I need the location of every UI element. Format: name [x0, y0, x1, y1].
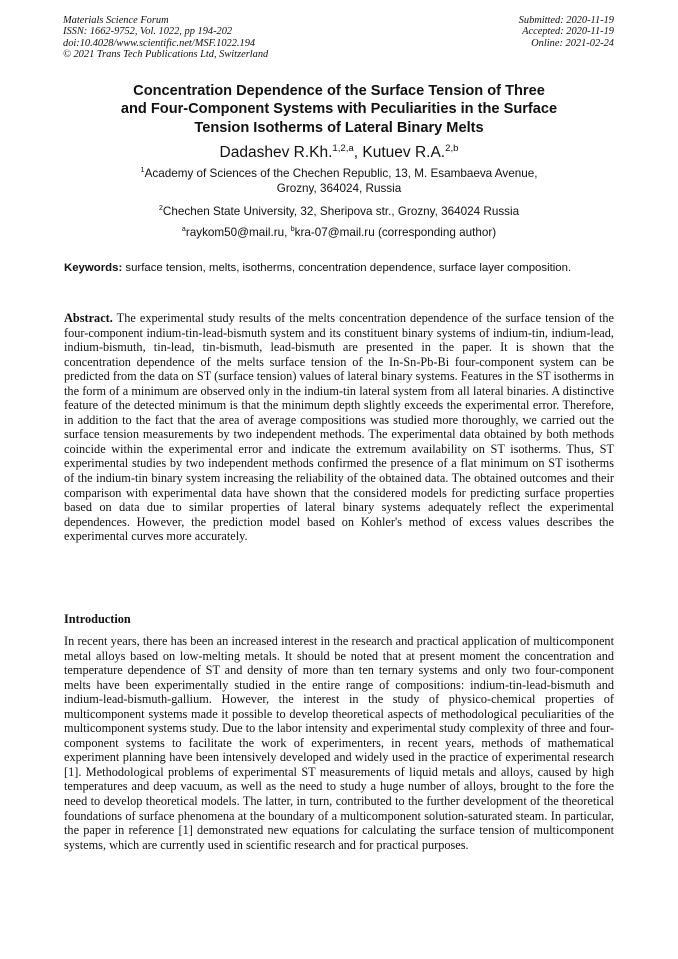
publication-dates — [519, 15, 614, 49]
email-marker: a — [181, 224, 186, 234]
title-line: and Four-Component Systems with Peculiarities in the Surface — [120, 101, 558, 118]
journal-issn: ISSN: 1662-9752, Vol. 1022, pp 194-202 — [63, 26, 233, 38]
email-link[interactable]: raykom50@mail.ru, — [185, 226, 291, 239]
introduction-heading: Introduction — [64, 612, 131, 626]
journal-name: Materials Science Forum — [63, 15, 169, 26]
affiliation-2 — [0, 205, 678, 220]
affiliation-1 — [0, 167, 678, 196]
title-line: Concentration Dependence of the Surface Tension of Three — [133, 83, 545, 99]
abstract-label: Abstract. — [64, 311, 113, 325]
author-list — [0, 144, 678, 162]
keywords-text: surface tension, melts, isotherms, concentration dependence, surface layer composition. — [122, 262, 572, 274]
keywords — [64, 261, 614, 275]
email-marker: b — [290, 224, 295, 234]
author-separator: , — [353, 144, 363, 161]
email-link[interactable]: kra-07@mail.ru (corresponding author) — [294, 226, 497, 239]
affiliation-marker: 1 — [140, 165, 145, 175]
keywords-label: Keywords: — [64, 262, 123, 274]
author-affiliation-marker: 2,b — [445, 142, 459, 154]
affiliation-text: Chechen State University, 32, Sheripova str., Grozny, 364024 Russia — [162, 205, 520, 218]
abstract — [64, 311, 614, 544]
author-emails — [0, 226, 678, 241]
accepted-date: Accepted: 2020-11-19 — [522, 26, 614, 38]
online-date: Online: 2021-02-24 — [531, 37, 614, 49]
affiliation-marker: 2 — [158, 203, 163, 213]
author-affiliation-marker: 1,2,a — [332, 142, 354, 154]
paper-title — [90, 82, 588, 137]
journal-copyright: © 2021 Trans Tech Publications Ltd, Switzerland — [63, 48, 269, 60]
introduction-text: In recent years, there has been an increased interest in the research and practical application of multicomponent metal alloys based on low-melting metals. It should be noted that at present moment the concentration and temperature dependence of ST and density of more than ten ternary systems and only two four-component melts have been experimentally studied in the entire range of compositions: indium-tin-lead-bismuth and indium-lead-bismuth-gallium. However, the interest in the study of physico-chemical properties of multicomponent systems made it possible to develop theoretical aspects of methodological peculiarities of the multicomponent systems study. Due to the labor intensity and experimental study complexity of three and four-component systems to facilitate the work of experimenters, in recent years, methods of mathematical experiment planning have been intensively developed and widely used in the practice of experimental research [1]. Methodological problems of experimental ST measurements of liquid metals and alloys, caused by high temperatures and deep vacuum, as well as the need to study a huge number of alloys, brought to the fore the need to develop theoretical models. The latter, in turn, contributed to the further development of the theoretical foundations of surface phenomena at the boundary of a multicomponent solution-saturated steam. In particular, the paper in reference [1] demonstrated new equations for calculating the surface tension of multicomponent systems, which are currently used in scientific research and for practical purposes. — [64, 634, 614, 852]
author-name: Dadashev R.Kh. — [219, 144, 333, 161]
journal-doi[interactable]: doi:10.4028/www.scientific.net/MSF.1022.194 — [63, 37, 256, 49]
affiliation-text: Academy of Sciences of the Chechen Republic, 13, M. Esambaeva Avenue, — [144, 167, 538, 180]
affiliation-text: Grozny, 364024, Russia — [276, 181, 402, 195]
journal-info — [63, 15, 268, 60]
author-name: Kutuev R.A. — [362, 144, 446, 161]
title-line: Tension Isotherms of Lateral Binary Melts — [194, 119, 484, 136]
abstract-text: The experimental study results of the melts concentration dependence of the surface tension of the four-component indium-tin-lead-bismuth system and its constituent binary systems of indium-tin, indium-lead, indium-bismuth, tin-lead, tin-bismuth, lead-bismuth are presented in the paper. It is shown that the concentration dependence of the melts surface tension of the In-Sn-Pb-Bi four-component system can be predicted from the data on ST (surface tension) values of lateral binary systems. Features in the ST isotherms in the form of a minimum are observed only in the indium-tin lateral system from all lateral binaries. A distinctive feature of the detected minimum is that the minimum depth slightly exceeds the experimental error. Therefore, in addition to the fact that the area of average compositions was studied more thoroughly, we carried out the surface tension measurements by two independent methods. The experimental data obtained by both methods coincide within the experimental error and indicate the extremum availability on ST isotherms. Thus, ST experimental studies by two independent methods confirmed the presence of a flat minimum on ST isotherms of the indium-tin binary system increasing the reliability of the obtained data. The obtained outcomes and their comparison with experimental data have shown that the considered models for predicting surface properties based on data due to similar properties of lateral binary systems adequately reflect the experimental dependences. However, the prediction model based on Kohler's method of excess values describes the experimental curves more accurately. — [64, 311, 614, 544]
submitted-date: Submitted: 2020-11-19 — [518, 15, 614, 26]
